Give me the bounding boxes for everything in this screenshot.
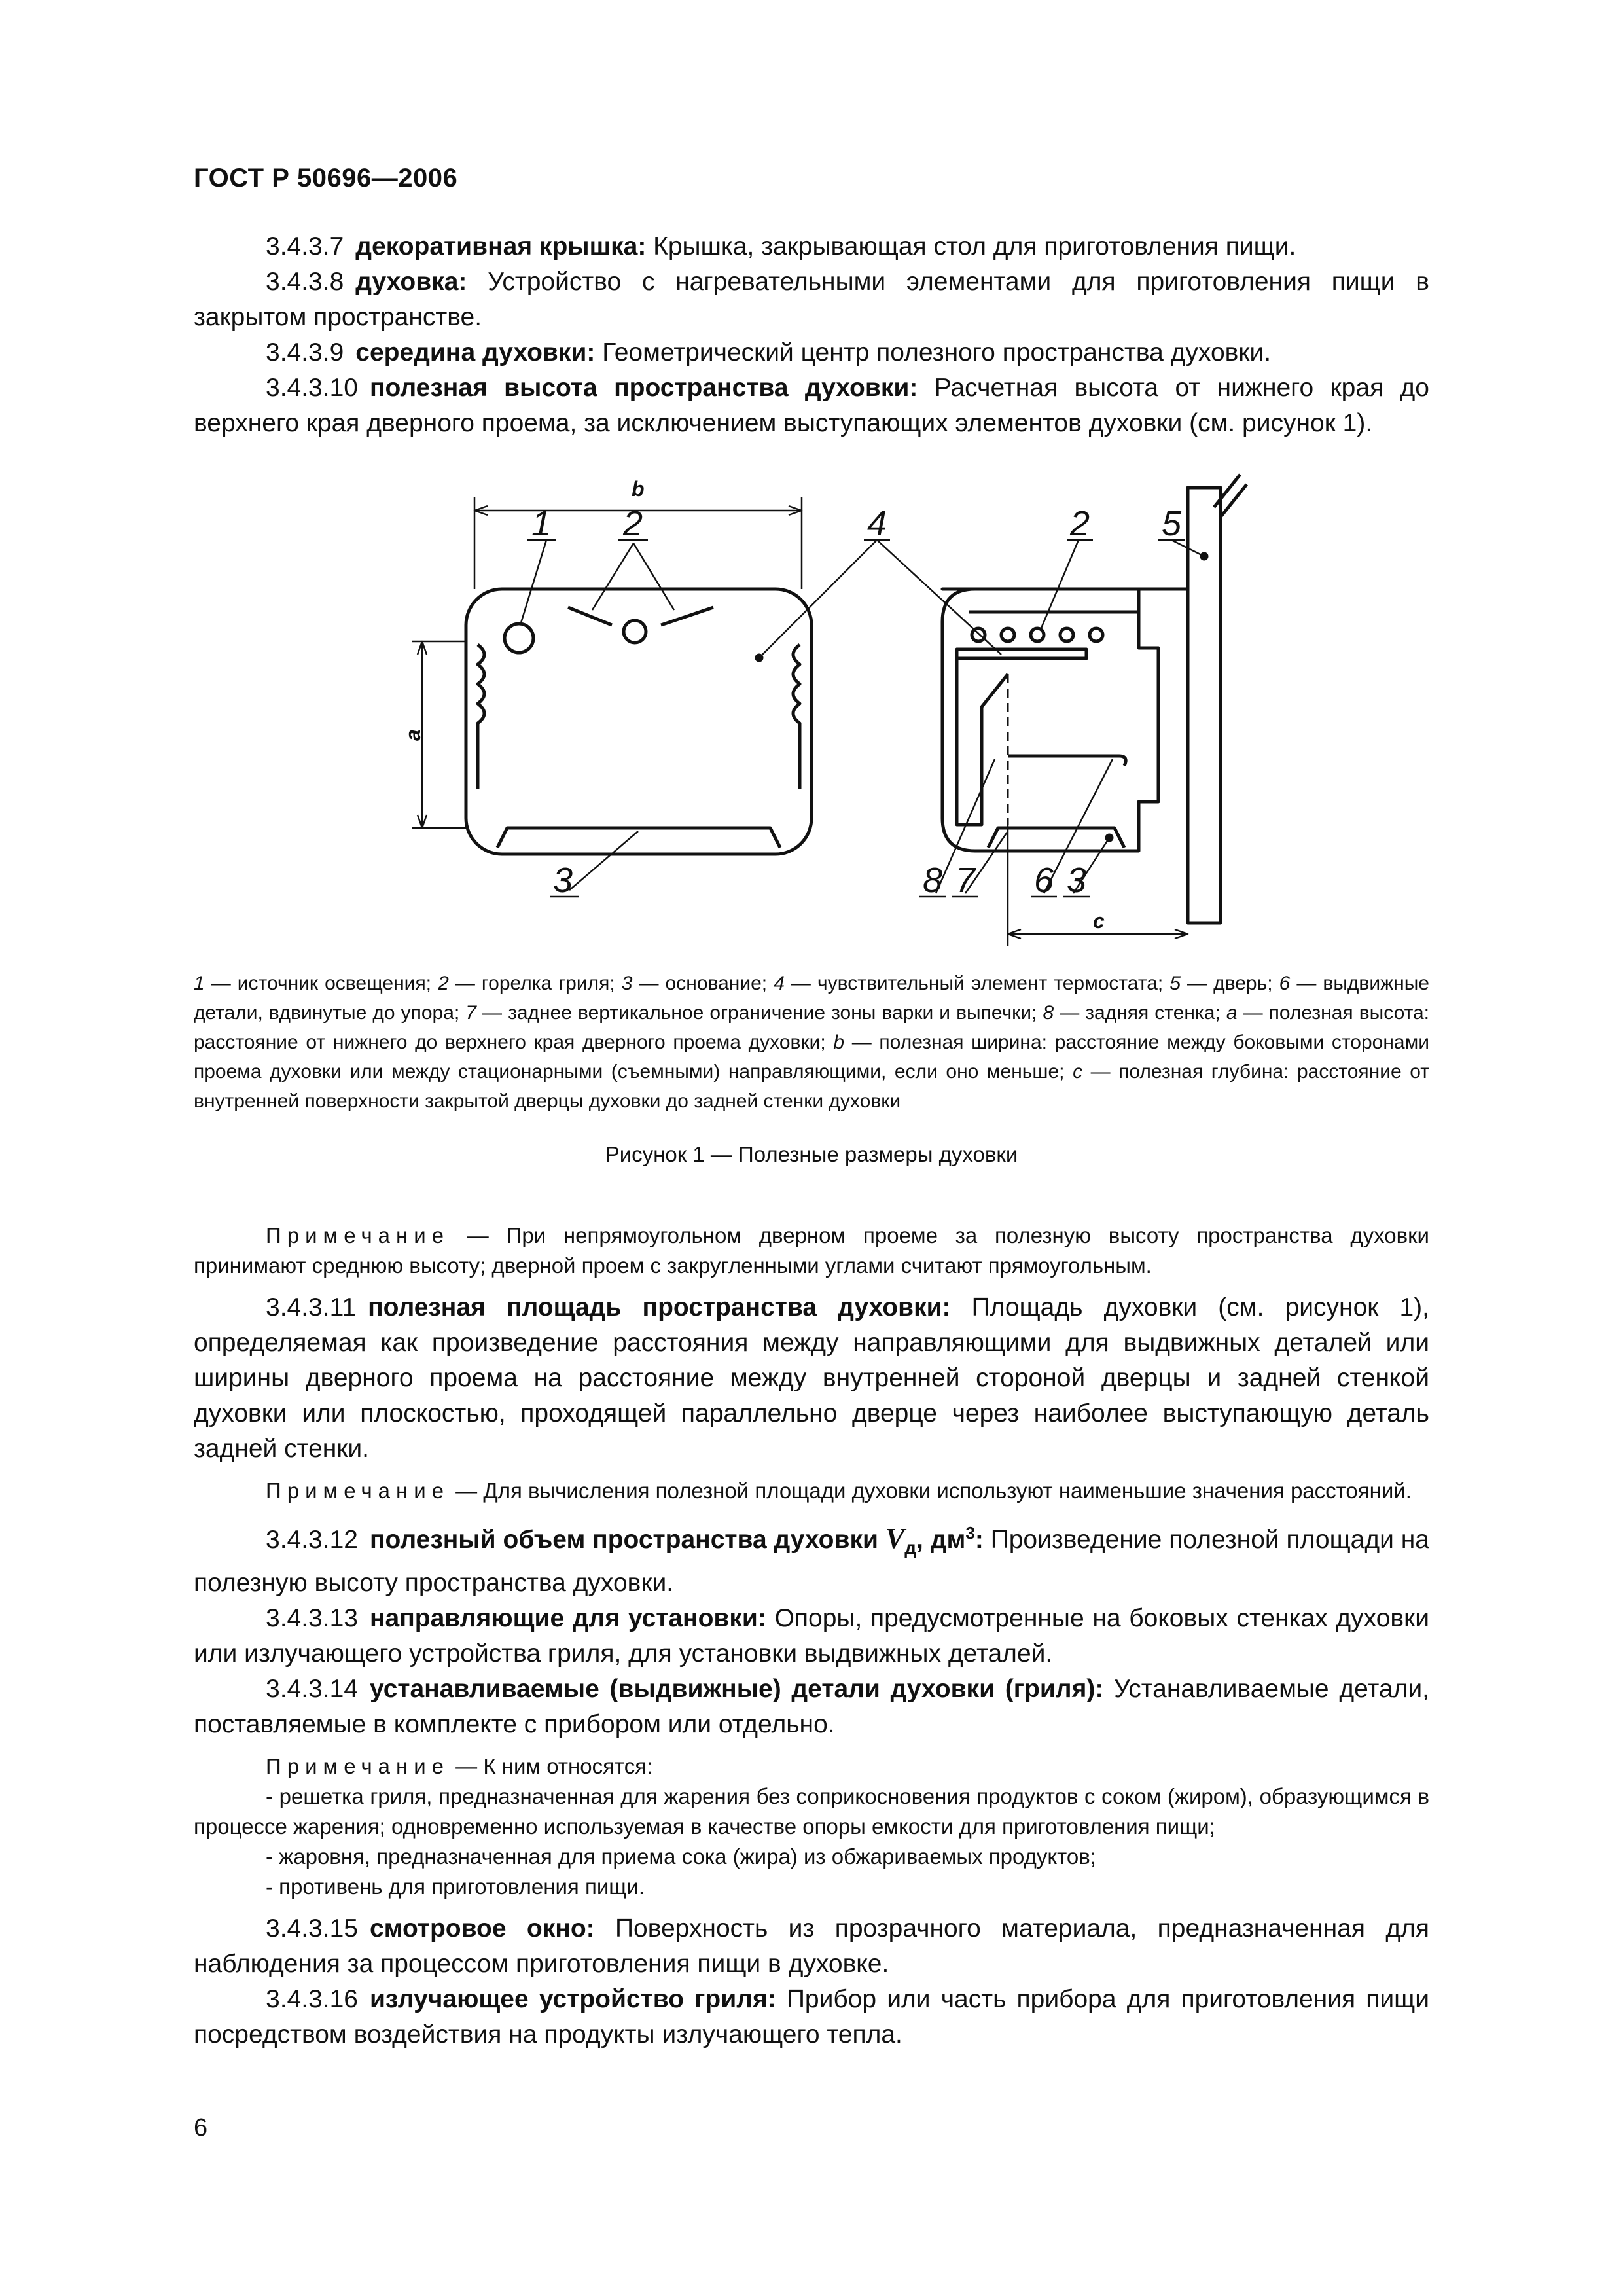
list-item: - жаровня, предназначенная для приема сока (жира) из обжариваемых продуктов;	[266, 1844, 1096, 1869]
label-8: 8	[923, 861, 943, 900]
label-6: 6	[1034, 861, 1054, 900]
term: середина духовки:	[355, 338, 596, 367]
label-1: 1	[531, 504, 552, 543]
note-3: Примечание — К ним относятся:	[266, 1753, 653, 1778]
front-view-outline	[466, 589, 812, 854]
note-2: Примечание — Для вычисления полезной площади духовки используют наименьшие значения расстояний.	[266, 1479, 1412, 1503]
figure-caption: Рисунок 1 — Полезные размеры духовки	[605, 1142, 1018, 1166]
figure-legend: 1 — источник освещения; 2 — горелка гриля; 3 — основание; 4 — чувствительный элемент термостата; 5 — дверь; 6 — выдвижные детали, вдвинутые до упора; 7 — заднее вертикальное ограничение зоны варки и выпечки; 8 — задняя стенка; a — полезная высота: расстояние от нижнего до верхнего края дверного проема духовки; b — полезная ширина: расстояние между боковыми сторонами проема духовки или между стационарными (съемными) направляющими, если оно меньше; c — полезная глубина: расстояние от внутренней поверхности закрытой дверцы духовки до задней стенки духовки	[194, 973, 1430, 1112]
definition-3-4-3-9: 3.4.3.9 середина духовки: Геометрический центр полезного пространства духовки.	[266, 338, 1272, 367]
term: духовка:	[355, 268, 467, 296]
label-4: 4	[867, 504, 887, 543]
label-3-side: 3	[1067, 861, 1087, 900]
label-c: c	[1093, 909, 1105, 933]
label-5: 5	[1162, 504, 1182, 543]
label-2-side: 2	[1070, 504, 1090, 543]
definition-3-4-3-12: 3.4.3.12 полезный объем пространства духовки $V_д$, $дм^3$: Произведение полезной площади на полезную высоту пространства духовки.	[194, 1522, 1429, 1597]
front-base-shape	[497, 828, 780, 848]
definition-3-4-3-10: 3.4.3.10 полезная высота пространства духовки: Расчетная высота от нижнего края до верхнего края дверного проема, за исключением выступающих элементов духовки (см. рисунок 1).	[194, 374, 1429, 437]
definition-3-4-3-8: 3.4.3.8 духовка: Устройство с нагревательными элементами для приготовления пищи в закрытом пространстве.	[194, 268, 1429, 331]
definition-3-4-3-13: 3.4.3.13 направляющие для установки: Опоры, предусмотренные на боковых стенках духовки или излучающего устройства гриля, для установки выдвижных деталей.	[194, 1604, 1429, 1668]
note-3-list	[194, 1782, 1429, 1902]
label-7: 7	[955, 861, 976, 900]
definitions-block-1	[194, 229, 1429, 441]
definition-3-4-3-16: 3.4.3.16 излучающее устройство гриля: Прибор или часть прибора для приготовления пищи посредством воздействия на продукты излучающего тепла.	[194, 1984, 1430, 2049]
oven-dimensions-figure	[401, 458, 1335, 956]
document-header: ГОСТ Р 50696—2006	[194, 164, 458, 192]
oven-diagram	[401, 458, 1335, 956]
term: декоративная крышка:	[355, 232, 647, 260]
light-source-shape	[505, 624, 533, 653]
term: полезная высота пространства духовки:	[369, 374, 918, 402]
list-item: - решетка гриля, предназначенная для жарения без соприкосновения продуктов с соком (жиром), образующимся в процессе жарения; одновременно используемая в качестве опоры емкости для приготовления пищи;	[194, 1784, 1429, 1839]
definition-3-4-3-7: 3.4.3.7 декоративная крышка: Крышка, закрывающая стол для приготовления пищи.	[266, 232, 1296, 260]
definition-3-4-3-14: 3.4.3.14 устанавливаемые (выдвижные) детали духовки (гриля): Устанавливаемые детали, поставляемые в комплекте с прибором или отдельно.	[194, 1674, 1429, 1738]
label-3-front: 3	[553, 861, 573, 900]
note-1: Примечание — При непрямоугольном дверном проеме за полезную высоту пространства духовки принимают среднюю высоту; дверной проем с закругленными углами считают прямоугольным.	[194, 1223, 1429, 1278]
definition-3-4-3-11: 3.4.3.11 полезная площадь пространства духовки: Площадь духовки (см. рисунок 1), определяемая как произведение расстояния между направляющими для выдвижных деталей или ширины дверного проема на расстояние между внутренней стороной дверцы и задней стенкой духовки или плоскостью, проходящей параллельно дверце через наиболее выступающую деталь задней стенки.	[194, 1293, 1429, 1463]
label-a: a	[401, 729, 425, 741]
definition-3-4-3-15: 3.4.3.15 смотровое окно: Поверхность из прозрачного материала, предназначенная для наблюдения за процессом приготовления пищи в духовке.	[194, 1914, 1429, 1978]
label-2-front: 2	[623, 504, 643, 543]
page-number: 6	[194, 2114, 208, 2142]
grill-burner-shape	[624, 620, 646, 643]
list-item: - противень для приготовления пищи.	[266, 1874, 645, 1899]
label-b: b	[632, 477, 645, 501]
definitions-block-2	[194, 1221, 1429, 2053]
